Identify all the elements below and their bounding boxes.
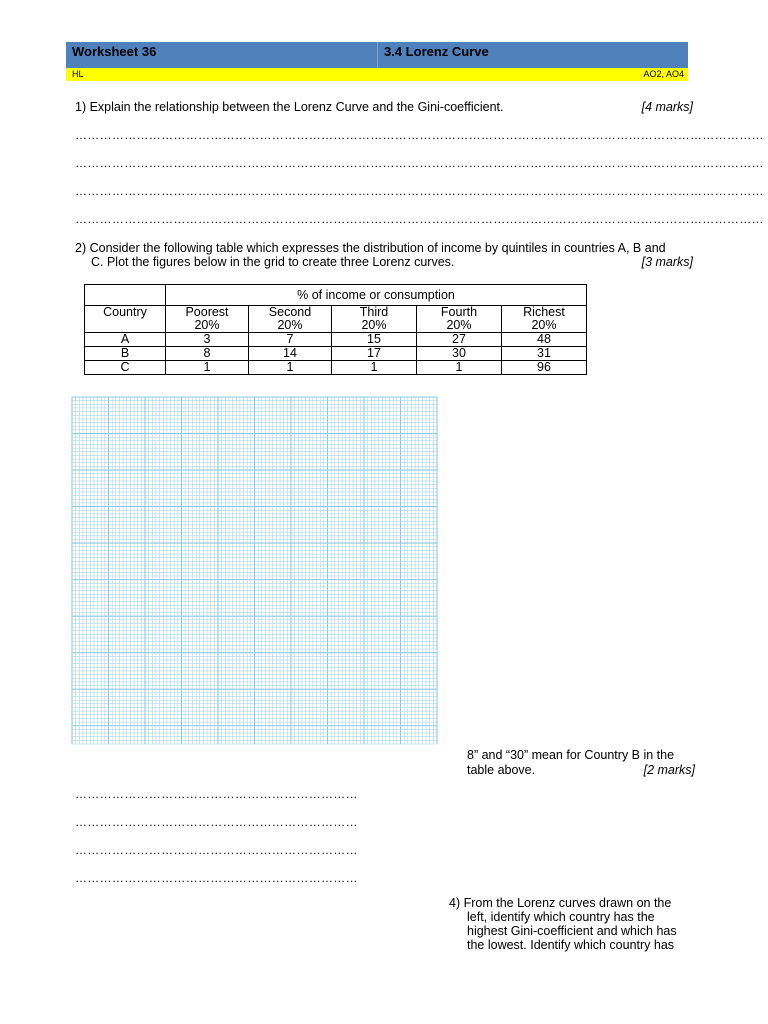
column-header-richest: Richest 20% bbox=[502, 306, 587, 333]
level-label: HL bbox=[72, 69, 84, 79]
row-country: A bbox=[85, 333, 166, 347]
table-cell: 48 bbox=[502, 333, 587, 347]
question-2-line-2-wrap bbox=[75, 255, 695, 269]
table-cell: 1 bbox=[166, 361, 249, 375]
column-header-fourth: Fourth 20% bbox=[417, 306, 502, 333]
table-super-header: % of income or consumption bbox=[166, 285, 587, 306]
worksheet-header bbox=[66, 42, 688, 81]
table-row bbox=[85, 347, 587, 361]
answer-line-3: …………………………………………………………………………………………………………………………………………………… bbox=[75, 184, 764, 198]
worksheet-topic: 3.4 Lorenz Curve bbox=[384, 44, 489, 59]
question-1 bbox=[75, 100, 695, 114]
question-1-text: 1) Explain the relationship between the Lorenz Curve and the Gini-coefficient. bbox=[75, 100, 504, 114]
header-title-bar bbox=[66, 42, 688, 68]
table-cell: 96 bbox=[502, 361, 587, 375]
column-header-second: Second 20% bbox=[249, 306, 332, 333]
row-country: B bbox=[85, 347, 166, 361]
table-cell: 27 bbox=[417, 333, 502, 347]
question-3-marks: [2 marks] bbox=[643, 763, 695, 777]
table-row bbox=[85, 333, 587, 347]
table-cell: 17 bbox=[332, 347, 417, 361]
question-1-marks: [4 marks] bbox=[641, 100, 693, 114]
answer-line-4: …………………………………………………………………………………………………………………………………………………… bbox=[75, 212, 764, 226]
answer-line-8: …………………………………………………………… bbox=[75, 871, 358, 885]
question-3-line-2-wrap bbox=[467, 763, 695, 778]
table-cell: 3 bbox=[166, 333, 249, 347]
worksheet-number: Worksheet 36 bbox=[66, 42, 378, 68]
table-country-header: Country bbox=[85, 306, 166, 333]
answer-line-7: …………………………………………………………… bbox=[75, 843, 358, 857]
question-4-line-1: 4) From the Lorenz curves drawn on the bbox=[449, 896, 672, 910]
question-2-line-2: C. Plot the figures below in the grid to create three Lorenz curves. bbox=[91, 255, 455, 269]
question-4 bbox=[449, 896, 699, 952]
question-4-line-3: highest Gini-coefficient and which has bbox=[467, 924, 677, 938]
answer-line-5: …………………………………………………………… bbox=[75, 787, 358, 801]
question-4-line-4: the lowest. Identify which country has bbox=[467, 938, 675, 952]
question-3-line-2: table above. bbox=[467, 763, 536, 777]
table-corner-cell bbox=[85, 285, 166, 306]
table-cell: 31 bbox=[502, 347, 587, 361]
question-4-line-2: left, identify which country has the bbox=[467, 910, 655, 924]
answer-line-1: …………………………………………………………………………………………………………………………………………………… bbox=[75, 128, 764, 142]
answer-line-6: …………………………………………………………… bbox=[75, 815, 358, 829]
graph-paper-grid[interactable] bbox=[72, 397, 437, 744]
table-cell: 8 bbox=[166, 347, 249, 361]
table-cell: 15 bbox=[332, 333, 417, 347]
question-3 bbox=[467, 748, 695, 778]
question-2-marks: [3 marks] bbox=[641, 255, 693, 269]
question-2 bbox=[75, 241, 695, 269]
assessment-objectives: AO2, AO4 bbox=[643, 69, 684, 79]
column-header-third: Third 20% bbox=[332, 306, 417, 333]
answer-line-2: …………………………………………………………………………………………………………………………………………………… bbox=[75, 156, 764, 170]
table-cell: 14 bbox=[249, 347, 332, 361]
header-level-bar bbox=[66, 68, 688, 81]
table-cell: 1 bbox=[249, 361, 332, 375]
question-2-line-1: 2) Consider the following table which expresses the distribution of income by quintiles in countries A, B and bbox=[75, 241, 666, 255]
table-cell: 1 bbox=[417, 361, 502, 375]
row-country: C bbox=[85, 361, 166, 375]
question-3-line-1: 8” and “30” mean for Country B in the bbox=[467, 748, 675, 762]
table-cell: 7 bbox=[249, 333, 332, 347]
table-column-header-row bbox=[85, 306, 587, 333]
income-distribution-table bbox=[84, 284, 587, 375]
table-row bbox=[85, 361, 587, 375]
table-cell: 30 bbox=[417, 347, 502, 361]
table-super-header-row bbox=[85, 285, 587, 306]
table-cell: 1 bbox=[332, 361, 417, 375]
column-header-poorest: Poorest 20% bbox=[166, 306, 249, 333]
